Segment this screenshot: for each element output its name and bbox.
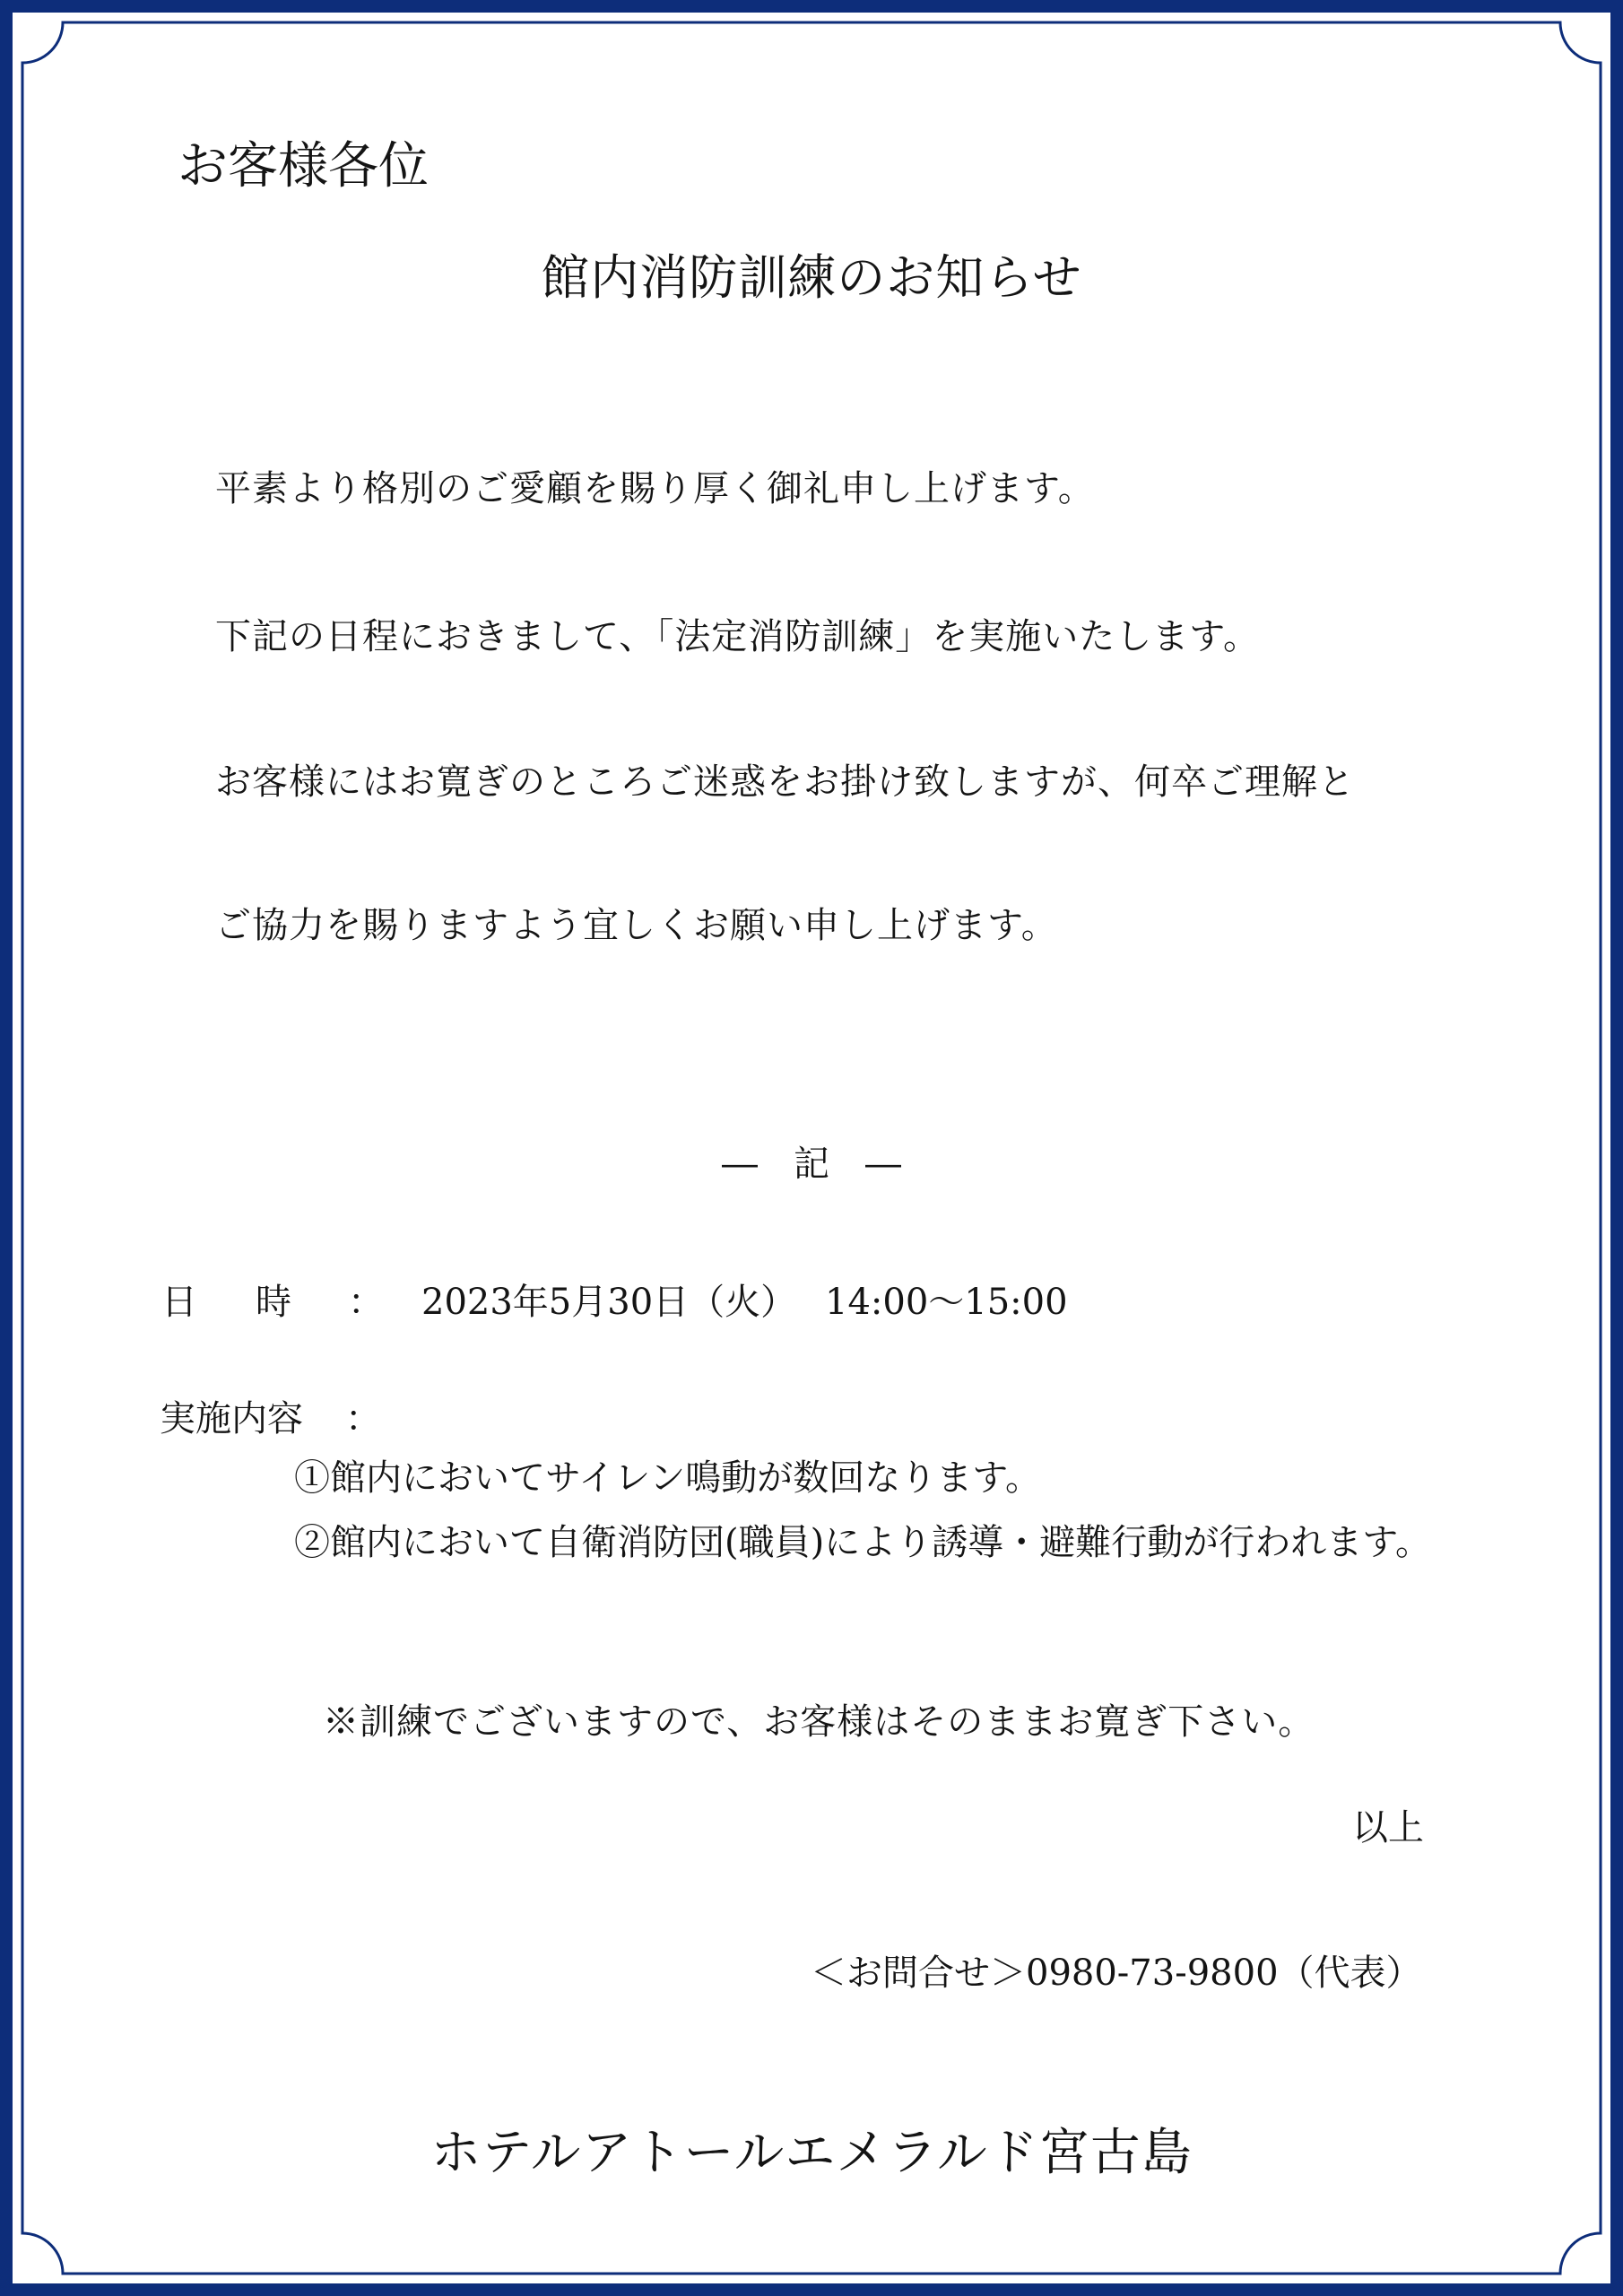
ki-separator: ― 記 ― [722,1144,901,1185]
schedule-time: 14:00～15:00 [825,1282,1068,1323]
body-line-greeting: 平素より格別のご愛顧を賜り厚く御礼申し上げます。 [215,468,1095,509]
schedule-label-time: 時 [256,1282,291,1323]
note-line: ※訓練でございますので、お客様はそのままお寛ぎ下さい。 [323,1701,1315,1743]
contact-info: ＜お問合せ＞0980-73-9800（代表） [811,1952,1422,1994]
body-line-request: ご協力を賜りますよう宜しくお願い申し上げます。 [215,905,1058,946]
hotel-name: ホテルアトールエメラルド宮古島 [430,2124,1193,2182]
schedule-colon: ： [348,1282,384,1323]
schedule-label-day: 日 [161,1282,197,1323]
content-colon: ： [345,1398,381,1439]
content-item-siren: ①館内においてサイレン鳴動が数回なります。 [294,1457,1041,1499]
content-label: 実施内容 [160,1398,303,1439]
content-item-evacuation: ②館内において自衛消防団(職員)により誘導・避難行動が行われます。 [294,1522,1432,1563]
body-line-announcement: 下記の日程におきまして、「法定消防訓練」を実施いたします。 [215,616,1260,657]
notice-title: 館内消防訓練のお知らせ [541,249,1082,306]
body-line-apology: お客様にはお寛ぎのところご迷惑をお掛け致しますが、何卒ご理解と [215,761,1355,803]
closing-ijo: 以上 [1352,1807,1424,1848]
schedule-date: 2023年5月30日（火） [421,1282,797,1323]
salutation: お客様各位 [178,137,429,196]
